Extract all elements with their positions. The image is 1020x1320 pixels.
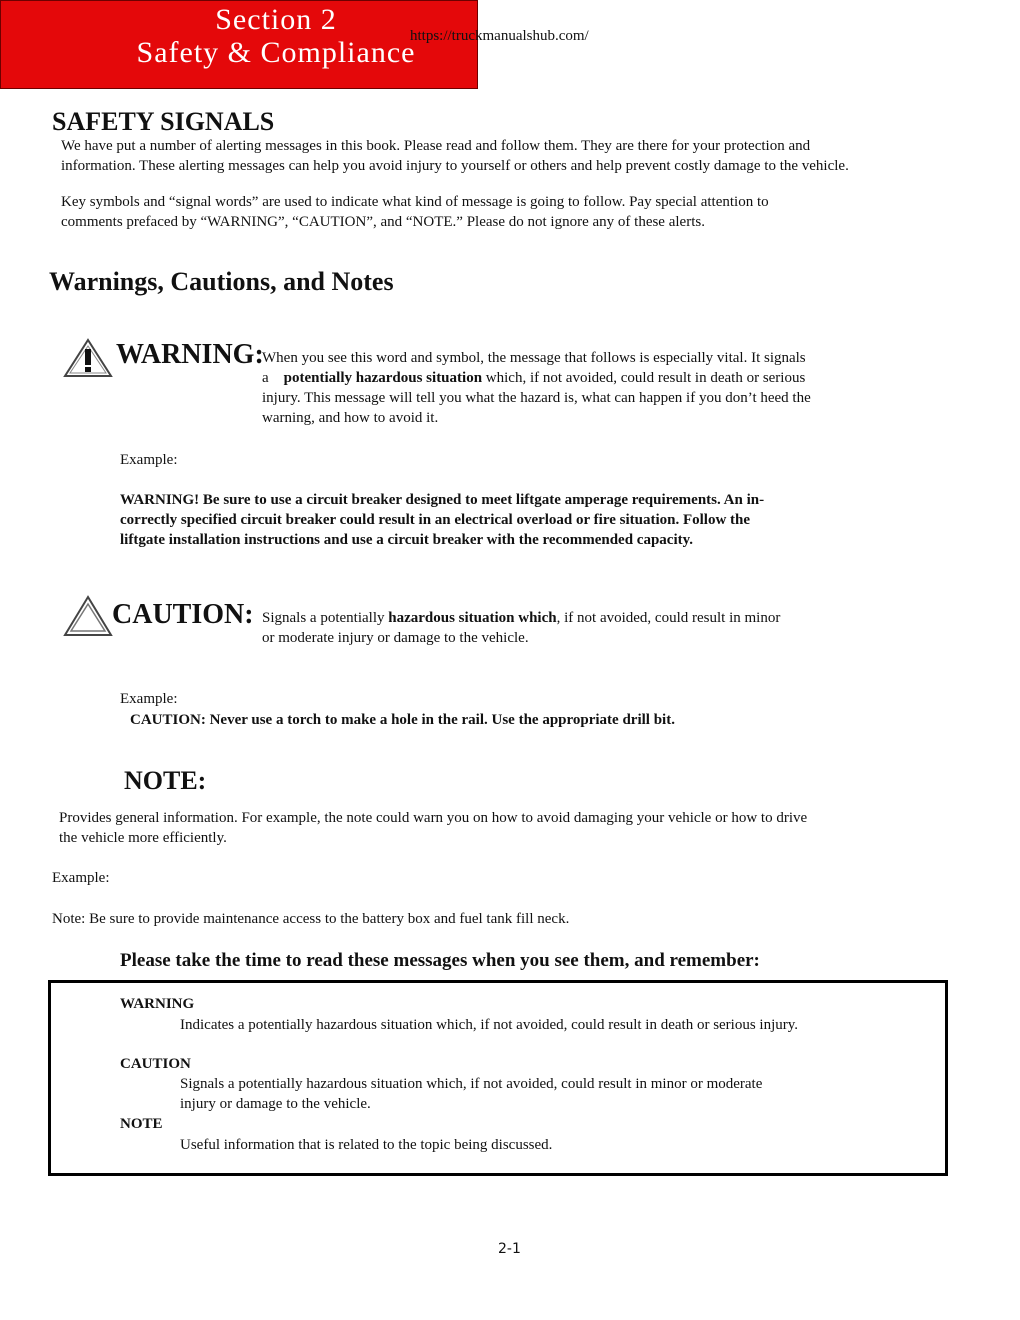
- warning-example: [120, 490, 764, 550]
- summary-caution-line: injury or damage to the vehicle.: [180, 1096, 371, 1112]
- warning-example-label: Example:: [120, 452, 178, 468]
- signal-words-line: comments prefaced by “WARNING”, “CAUTION”, and “NOTE.” Please do not ignore any of these alerts.: [61, 214, 705, 230]
- source-url[interactable]: https://truckmanualshub.com/: [410, 28, 589, 44]
- summary-warning-term: WARNING: [120, 996, 195, 1012]
- caution-example: CAUTION: Never use a torch to make a hole in the rail. Use the appropriate drill bit.: [130, 712, 675, 728]
- summary-warning-definition: Indicates a potentially hazardous situation which, if not avoided, could result in death or serious injury.: [180, 1017, 799, 1033]
- signal-words-paragraph: [61, 192, 769, 232]
- signal-words-line: Key symbols and “signal words” are used to indicate what kind of message is going to follow. Pay special attention to: [61, 194, 769, 210]
- warning-desc-text: which, if not avoided, could result in death or serious: [485, 370, 806, 386]
- note-example-label: Example:: [52, 870, 110, 886]
- intro-line: We have put a number of alerting messages in this book. Please read and follow them. They are there for your protection and: [61, 138, 811, 154]
- warning-example-line: correctly specified circuit breaker could result in an electrical overload or fire situation. Follow the: [120, 512, 751, 528]
- caution-desc-line: or moderate injury or damage to the vehicle.: [262, 630, 529, 646]
- warning-desc-line: When you see this word and symbol, the message that follows is especially vital. It signals: [262, 350, 806, 366]
- warning-description: [262, 348, 912, 428]
- summary-caution-line: Signals a potentially hazardous situation which, if not avoided, could result in minor or moderate: [180, 1076, 763, 1092]
- warning-desc-emphasis: potentially hazardous situation: [283, 370, 483, 386]
- section-banner: [0, 0, 478, 89]
- warning-desc-line: [262, 368, 912, 388]
- section-title: Safety & Compliance: [136, 36, 416, 69]
- warning-example-line: liftgate installation instructions and use a circuit breaker with the recommended capacity.: [120, 532, 694, 548]
- caution-example-label: Example:: [120, 691, 178, 707]
- note-desc-line: Provides general information. For example, the note could warn you on how to avoid damaging your vehicle or how to drive: [59, 810, 808, 826]
- warning-label: WARNING:: [116, 339, 264, 370]
- safety-signals-heading: SAFETY SIGNALS: [52, 107, 275, 136]
- caution-description: [262, 608, 902, 648]
- caution-desc-text: , if not avoided, could result in minor: [556, 610, 781, 626]
- intro-line: information. These alerting messages can help you avoid injury to yourself or others and help prevent costly damage to the vehicle.: [61, 158, 849, 174]
- warning-desc-line: warning, and how to avoid it.: [262, 410, 439, 426]
- summary-box: [48, 980, 948, 1176]
- caution-desc-line: [262, 608, 902, 628]
- summary-note-definition: Useful information that is related to the topic being discussed.: [180, 1137, 553, 1153]
- note-description: [59, 808, 807, 848]
- warning-example-line: WARNING! Be sure to use a circuit breaker designed to meet liftgate amperage requirements. An in-: [120, 492, 765, 508]
- warning-desc-line: injury. This message will tell you what the hazard is, what can happen if you don’t heed the: [262, 390, 811, 406]
- summary-note-term: NOTE: [120, 1116, 163, 1132]
- caution-desc-text: Signals a potentially: [262, 610, 385, 626]
- section-number: Section 2: [215, 3, 337, 36]
- caution-triangle-icon: [62, 594, 114, 638]
- note-example: Note: Be sure to provide maintenance access to the battery box and fuel tank fill neck.: [52, 911, 570, 927]
- summary-caution-definition: [180, 1074, 762, 1114]
- caution-label: CAUTION:: [112, 599, 254, 630]
- warning-desc-text: a: [262, 370, 269, 386]
- note-label: NOTE:: [124, 766, 207, 795]
- summary-caution-term: CAUTION: [120, 1056, 191, 1072]
- caution-desc-emphasis: hazardous situation which: [388, 610, 557, 626]
- page-number: 2-1: [498, 1241, 521, 1257]
- wcn-heading: Warnings, Cautions, and Notes: [49, 267, 394, 296]
- warning-exclamation-triangle-icon: [62, 337, 114, 379]
- note-desc-line: the vehicle more efficiently.: [59, 830, 227, 846]
- intro-paragraph: [61, 136, 849, 176]
- reminder-text: Please take the time to read these messages when you see them, and remember:: [120, 950, 760, 971]
